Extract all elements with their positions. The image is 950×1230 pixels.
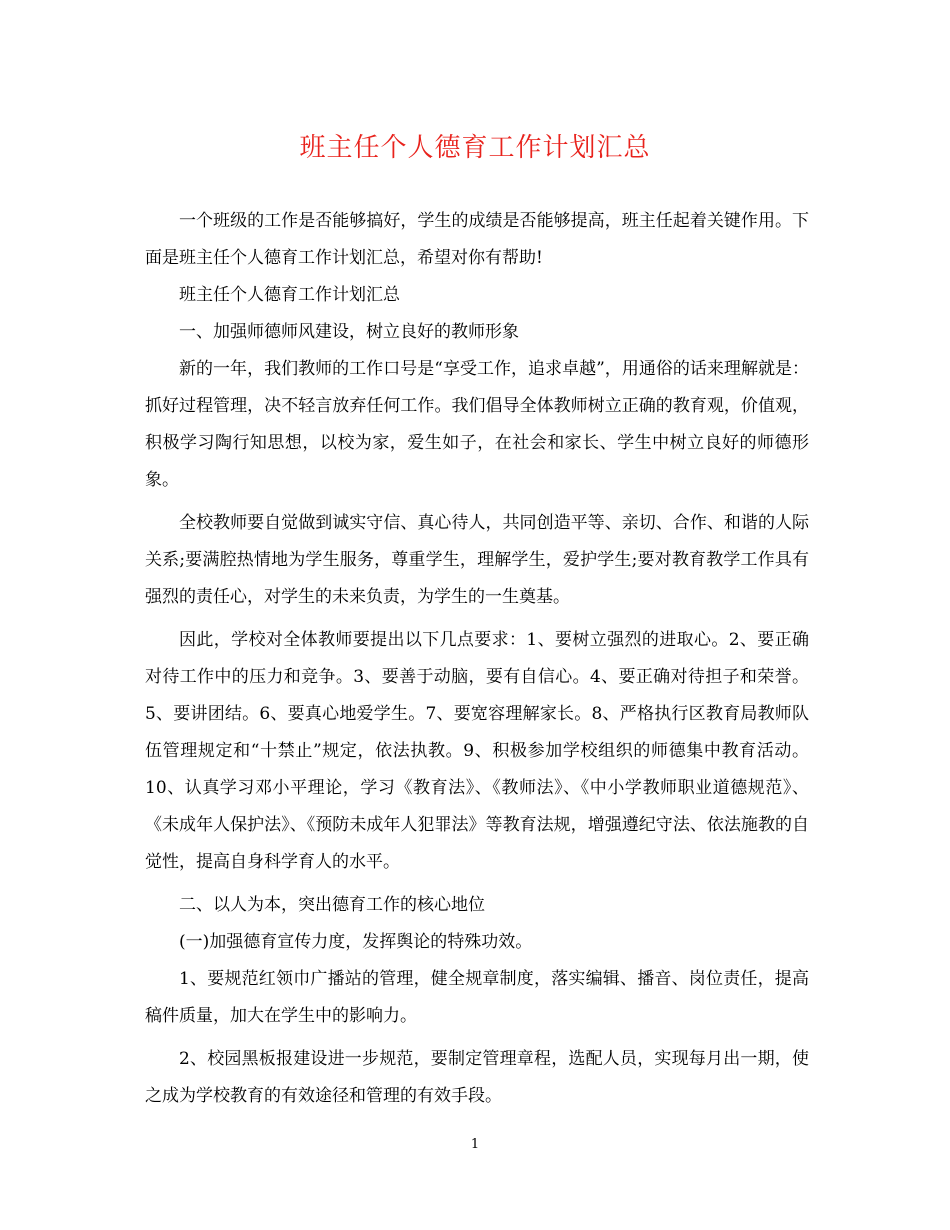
page-number: 1 xyxy=(470,1137,480,1152)
paragraph-requirements: 因此，学校对全体教师要提出以下几点要求：1、要树立强烈的进取心。2、要正确对待工作中的压力和竞争。3、要善于动脑，要有自信心。4、要正确对待担子和荣誉。5、要讲团结。6、要真心地爱学生。7、要宽容理解家长。8、严格执行区教育局教师队伍管理规定和“十禁止”规定，依法执教。9、积极参加学校组织的师德集中教育活动。10、认真学习邓小平理论，学习《教育法》、《教师法》、《中小学教师职业道德规范》、《未成年人保护法》、《预防未成年人犯罪法》等教育法规，增强遵纪守法、依法施教的自觉性，提高自身科学育人的水平。 xyxy=(145,630,809,872)
section-heading-1: 一、加强师德师风建设，树立良好的教师形象 xyxy=(179,322,519,342)
subsection-heading-1: (一)加强德育宣传力度，发挥舆论的特殊功效。 xyxy=(179,932,533,952)
paragraph-integrity: 全校教师要自觉做到诚实守信、真心待人，共同创造平等、亲切、合作、和谐的人际关系;要满腔热情地为学生服务，尊重学生，理解学生，爱护学生;要对教育教学工作具有强烈的责任心，对学生的未来负责，为学生的一生奠基。 xyxy=(145,513,809,607)
document-body xyxy=(145,203,809,1115)
document-title: 班主任个人德育工作计划汇总 xyxy=(299,133,651,163)
paragraph-subtitle: 班主任个人德育工作计划汇总 xyxy=(179,285,400,305)
section-heading-2: 二、以人为本，突出德育工作的核心地位 xyxy=(179,895,485,915)
paragraph-broadcast-station: 1、要规范红领巾广播站的管理，健全规章制度，落实编辑、播音、岗位责任，提高稿件质量，加大在学生中的影响力。 xyxy=(145,969,809,1026)
paragraph-intro: 一个班级的工作是否能够搞好，学生的成绩是否能够提高，班主任起着关键作用。下面是班主任个人德育工作计划汇总，希望对你有帮助! xyxy=(145,211,809,268)
paragraph-blackboard: 2、校园黑板报建设进一步规范，要制定管理章程，选配人员，实现每月出一期，使之成为学校教育的有效途径和管理的有效手段。 xyxy=(145,1049,809,1106)
paragraph-slogan: 新的一年，我们教师的工作口号是“享受工作，追求卓越”，用通俗的话来理解就是：抓好过程管理，决不轻言放弃任何工作。我们倡导全体教师树立正确的教育观，价值观，积极学习陶行知思想，以校为家，爱生如子，在社会和家长、学生中树立良好的师德形象。 xyxy=(145,359,809,490)
